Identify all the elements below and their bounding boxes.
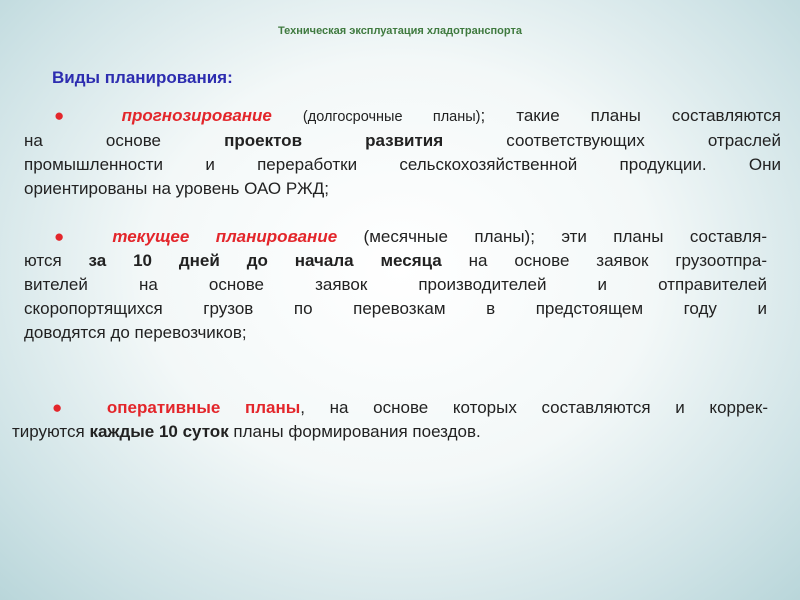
p1-line-2-c: соответствующих отраслей	[443, 131, 781, 150]
p1-line-2	[24, 129, 781, 153]
p2-line-1	[24, 225, 767, 249]
bullet-icon: ●	[54, 227, 86, 246]
p1-line-1	[24, 104, 781, 129]
p1-term: прогнозирование	[121, 106, 272, 125]
p1-line-4: ориентированы на уровень ОАО РЖД;	[24, 179, 329, 198]
p2-line-5: доводятся до перевозчиков;	[24, 323, 247, 342]
bullet-icon: ●	[52, 398, 83, 417]
p2-line-4: скоропортящихся грузов по перевозкам в предстоящем году и	[24, 299, 767, 318]
slide-header: Техническая эксплуатация хладотранспорта	[278, 25, 522, 37]
p3-line-1	[12, 396, 768, 420]
p3-term: оперативные планы	[106, 398, 301, 417]
bullet-icon: ●	[54, 106, 91, 125]
p2-line-3: вителей на основе заявок производителей и отправителей	[24, 275, 767, 294]
p2-emphasis: за 10 дней до начала месяца	[88, 251, 442, 270]
p2-term: текущее планирование	[112, 227, 338, 246]
p1-line-2-a: на основе	[24, 131, 225, 150]
paragraph-operational	[12, 396, 768, 444]
p2-line-2-c: на основе заявок грузоотпра-	[441, 251, 768, 270]
paragraph-forecasting	[24, 104, 781, 201]
p3-line-2	[12, 420, 768, 444]
p3-emphasis: каждые 10 суток	[89, 422, 229, 441]
p1-line-1-rest: ; такие планы составляются	[480, 106, 781, 125]
p1-emphasis: проектов развития	[224, 131, 444, 150]
p2-line-2	[24, 249, 767, 273]
p3-line-2-a: тируются	[12, 422, 90, 441]
p3-line-2-c: планы формирования поездов.	[228, 422, 481, 441]
p2-line-2-a: ются	[24, 251, 89, 270]
p1-line-3: промышленности и переработки сельскохозяйственной продукции. Они	[24, 155, 781, 174]
paragraph-current	[24, 225, 767, 345]
p3-line-1-rest: , на основе которых составляются и коррек-	[300, 398, 768, 417]
p2-line-1-rest: (месячные планы); эти планы составля-	[337, 227, 767, 246]
section-title: Виды планирования:	[52, 68, 233, 87]
p1-paren: (долгосрочные планы)	[302, 109, 481, 125]
